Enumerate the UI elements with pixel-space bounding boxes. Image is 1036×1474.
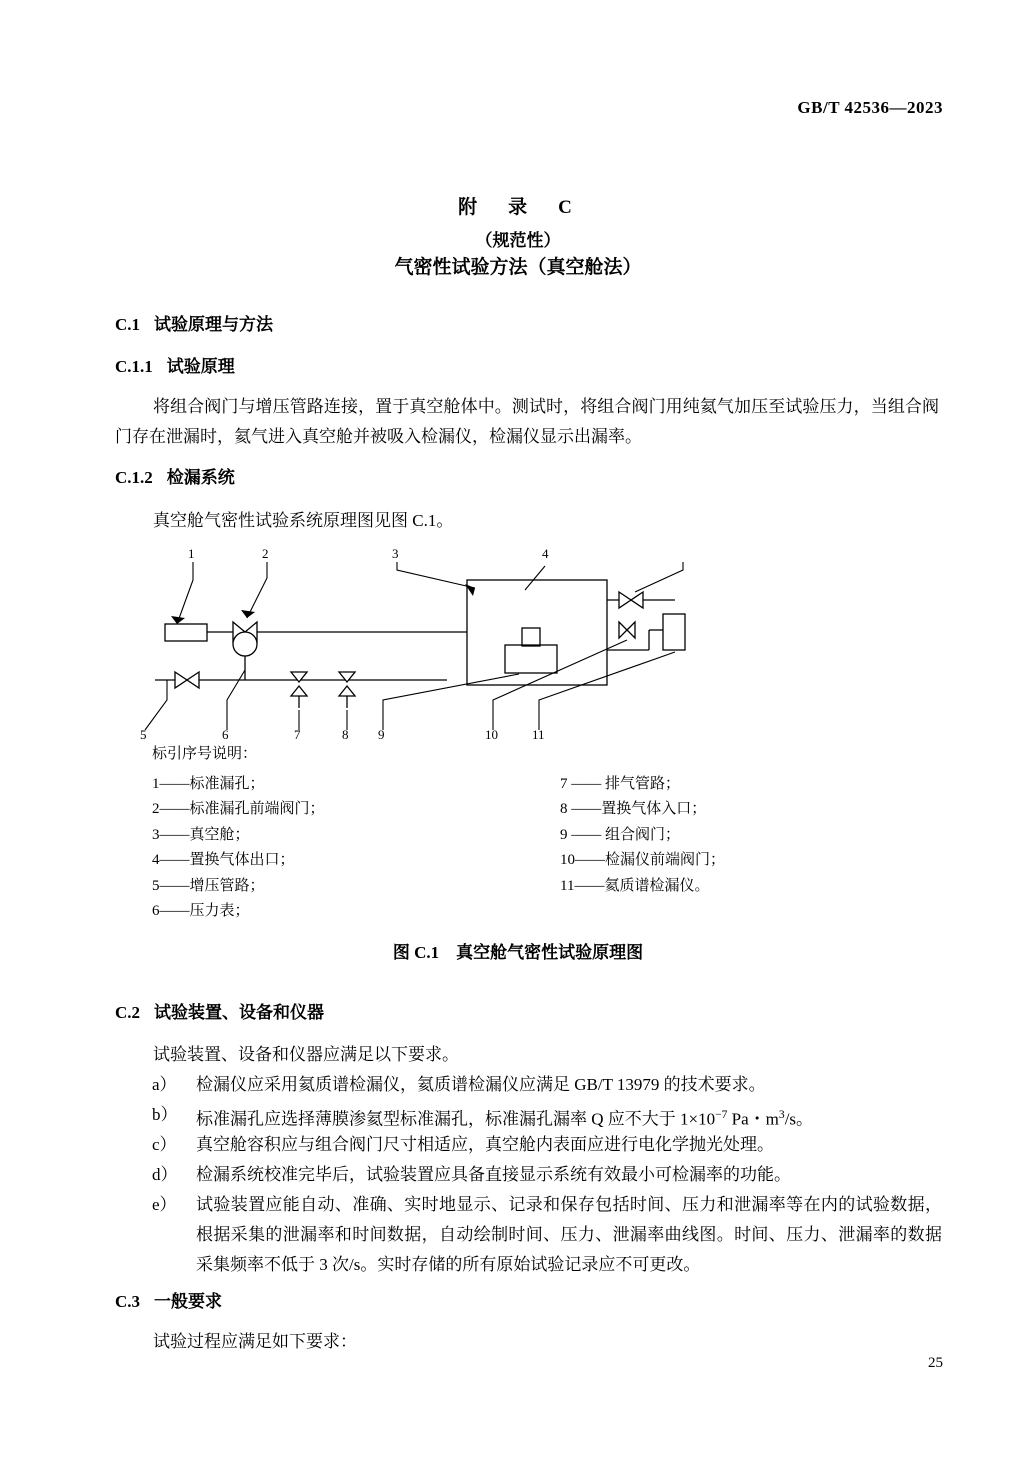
svg-text:4: 4 xyxy=(542,546,549,561)
legend-item: 7 —— 排气管路； xyxy=(560,775,681,792)
section-title: 试验原理与方法 xyxy=(154,315,274,334)
vacuum-chamber-schematic-svg xyxy=(115,540,939,740)
list-item-text-post: /s。 xyxy=(784,1109,814,1129)
svg-text:7: 7 xyxy=(294,727,301,740)
section-title: 试验装置、设备和仪器 xyxy=(154,1003,325,1022)
list-item-text-mid: Pa・m xyxy=(727,1109,779,1129)
list-item-label: a） xyxy=(152,1075,177,1094)
legend-item: 3——真空舱； xyxy=(152,826,250,843)
section-heading-c11 xyxy=(115,352,235,377)
page-number: 25 xyxy=(928,1355,943,1371)
legend-item: 10——检漏仪前端阀门； xyxy=(560,852,726,868)
svg-text:9: 9 xyxy=(378,727,385,740)
svg-text:10: 10 xyxy=(485,727,498,740)
paragraph-c3: 试验过程应满足如下要求： xyxy=(153,1332,357,1351)
annex-subtype: （规范性） xyxy=(475,231,561,250)
annex-title: 气密性试验方法（真空舱法） xyxy=(394,257,642,278)
svg-text:5: 5 xyxy=(140,727,147,740)
list-item-label: c） xyxy=(152,1135,177,1154)
svg-text:1: 1 xyxy=(188,546,195,561)
svg-text:6: 6 xyxy=(222,727,229,740)
exponent-negative-seven: −7 xyxy=(715,1108,728,1121)
paragraph-c2: 试验装置、设备和仪器应满足以下要求。 xyxy=(153,1045,459,1064)
section-heading-c1 xyxy=(115,310,273,335)
list-item-text: 检漏仪应采用氦质谱检漏仪，氦质谱检漏仪应满足 GB/T 13979 的技术要求。 xyxy=(196,1075,766,1094)
list-item-text: 试验装置应能自动、准确、实时地显示、记录和保存包括时间、压力和泄漏率等在内的试验数据，根据采集的泄漏率和时间数据，自动绘制时间、压力、泄漏率曲线图。时间、压力、泄漏率的数据采集频率不低于 3 次/s。实时存储的所有原始试验记录应不可更改。 xyxy=(196,1195,942,1274)
legend-item: 4——置换气体出口； xyxy=(152,852,295,868)
section-heading-c2 xyxy=(115,998,324,1023)
svg-text:2: 2 xyxy=(262,546,269,561)
section-number: C.1.1 xyxy=(115,357,153,376)
list-item-text: 真空舱容积应与组合阀门尺寸相适应，真空舱内表面应进行电化学抛光处理。 xyxy=(196,1135,774,1154)
legend-item: 5——增压管路； xyxy=(152,877,265,894)
list-item-text-pre: 标准漏孔应选择薄膜渗氦型标准漏孔，标准漏孔漏率 Q 应不大于 1×10 xyxy=(196,1109,716,1129)
list-item xyxy=(152,1160,942,1190)
svg-text:8: 8 xyxy=(342,727,349,740)
list-item xyxy=(152,1190,942,1280)
legend-item: 6——压力表； xyxy=(152,903,250,919)
section-heading-c12 xyxy=(115,463,235,488)
svg-text:3: 3 xyxy=(392,546,399,561)
list-item-label: d） xyxy=(152,1165,178,1184)
list-item-label: e） xyxy=(152,1195,177,1214)
legend-heading: 标引序号说明： xyxy=(152,746,258,762)
legend-column-left xyxy=(152,772,532,925)
section-title: 试验原理 xyxy=(166,357,235,376)
section-number: C.1 xyxy=(115,315,141,334)
section-title: 检漏系统 xyxy=(166,468,235,487)
annex-heading: 附 录 C xyxy=(458,197,578,218)
section-number: C.3 xyxy=(115,1292,141,1311)
standard-number-header: GB/T 42536—2023 xyxy=(797,98,943,117)
exponent-three: 3 xyxy=(778,1108,785,1121)
legend-column-right xyxy=(560,772,940,900)
legend-item: 9 —— 组合阀门； xyxy=(560,826,681,843)
legend-item: 2——标准漏孔前端阀门； xyxy=(152,801,325,817)
paragraph-c12: 真空舱气密性试验系统原理图见图 C.1。 xyxy=(153,511,454,530)
list-item-text: 检漏系统校准完毕后，试验装置应具备直接显示系统有效最小可检漏率的功能。 xyxy=(196,1165,791,1184)
list-item xyxy=(152,1130,942,1160)
list-item xyxy=(152,1070,942,1100)
figure-caption: 图 C.1 真空舱气密性试验原理图 xyxy=(392,943,644,962)
paragraph-c11: 将组合阀门与增压管路连接，置于真空舱体中。测试时，将组合阀门用纯氦气加压至试验压力，当组合阀门存在泄漏时，氦气进入真空舱并被吸入检漏仪，检漏仪显示出漏率。 xyxy=(115,397,939,446)
section-number: C.1.2 xyxy=(115,468,153,487)
legend-item: 8 ——置换气体入口； xyxy=(560,801,707,817)
legend-item: 1——标准漏孔； xyxy=(152,775,265,792)
figure-c1-diagram xyxy=(115,540,939,740)
figure-legend xyxy=(152,742,942,925)
list-item-label: b） xyxy=(152,1105,178,1124)
section-number: C.2 xyxy=(115,1003,141,1022)
section-heading-c3 xyxy=(115,1287,222,1312)
section-title: 一般要求 xyxy=(154,1292,223,1311)
legend-item: 11——氦质谱检漏仪。 xyxy=(560,877,710,894)
svg-text:11: 11 xyxy=(532,727,545,740)
